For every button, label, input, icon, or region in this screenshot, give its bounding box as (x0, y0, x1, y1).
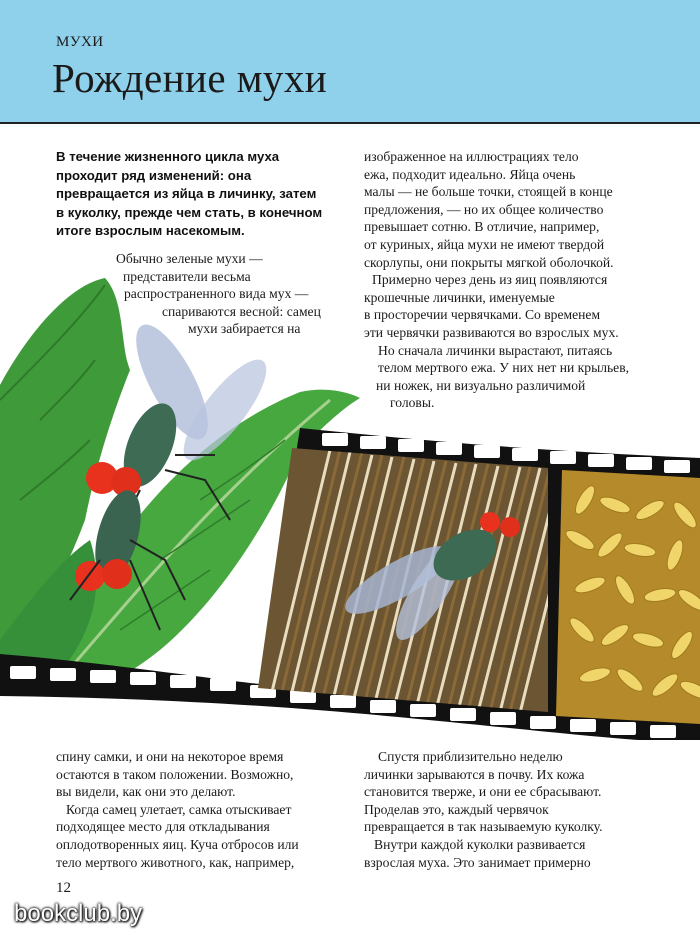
text-line: тело мертвого животного, как, например, (56, 854, 295, 870)
text-line: Внутри каждой куколки развивается (374, 836, 586, 852)
text-line: подходящее место для откладывания (56, 819, 270, 835)
text-line: ни ножек, ни визуально различимой (376, 377, 586, 393)
intro-line: превращается из яйца в личинку, затем (56, 186, 317, 202)
left-bottom-column (56, 748, 346, 871)
intro-line: в куколку, прежде чем стать, в конечном (56, 204, 323, 220)
intro-line: итоге взрослым насекомым. (56, 223, 245, 239)
text-line: головы. (390, 395, 435, 411)
text-line: взрослая муха. Это занимает примерно (364, 854, 591, 870)
text-line: оплодотворенных яиц. Куча отбросов или (56, 836, 299, 852)
text-line: Когда самец улетает, самка отыскивает (66, 801, 292, 817)
text-line: вы видели, как они это делают. (56, 784, 236, 800)
header-rule (0, 122, 700, 124)
text-line: предложения, — но их общее количество (364, 201, 604, 217)
text-line: Но сначала личинки вырастают, питаясь (378, 342, 613, 358)
left-top-column (116, 250, 321, 338)
text-line: эти червячки развиваются во взрослых мух. (364, 324, 619, 340)
section-label: МУХИ (56, 34, 104, 50)
text-line: в просторечии червячками. Со временем (364, 307, 601, 323)
text-line: распространенного вида мух — (124, 286, 309, 302)
text-line: ежа, подходит идеально. Яйца очень (364, 166, 576, 182)
intro-paragraph (56, 148, 348, 241)
film-frame-adult-fly (258, 448, 580, 713)
right-top-column (364, 148, 664, 412)
film-frame-larvae (556, 470, 700, 724)
text-line: крошечные личинки, именуемые (364, 289, 555, 305)
text-line: превращается в так называемую куколку. (364, 819, 603, 835)
text-line: Проделав это, каждый червячок (364, 801, 549, 817)
text-line: скорлупы, они покрыты мягкой оболочкой. (364, 254, 614, 270)
text-line: Обычно зеленые мухи — (116, 251, 263, 266)
right-bottom-column (364, 748, 664, 871)
watermark: bookclub.by (14, 900, 143, 927)
text-line: превышает сотню. В отличие, например, (364, 219, 600, 235)
text-line: спариваются весной: самец (162, 303, 321, 319)
text-line: изображенное на иллюстрациях тело (364, 149, 579, 164)
text-line: Спустя приблизительно неделю (378, 749, 563, 764)
text-line: телом мертвого ежа. У них нет ни крыльев, (378, 360, 630, 376)
text-line: личинки зарываются в почву. Их кожа (364, 766, 585, 782)
text-line: от куриных, яйца мухи не имеют твердой (364, 236, 605, 252)
text-line: представители весьма (123, 268, 251, 284)
page-title: Рождение мухи (52, 55, 328, 101)
intro-line: проходит ряд изменений: она (56, 167, 252, 183)
text-line: малы — не больше точки, стоящей в конце (364, 184, 613, 200)
text-line: мухи забирается на (188, 321, 301, 337)
page-number: 12 (56, 880, 71, 896)
text-line: спину самки, и они на некоторое время (56, 749, 284, 764)
intro-line: В течение жизненного цикла муха (56, 149, 280, 164)
text-line: становится тверже, и они ее сбрасывают. (364, 784, 602, 800)
text-line: Примерно через день из яиц появляются (372, 272, 608, 288)
text-line: остаются в таком положении. Возможно, (56, 766, 294, 782)
